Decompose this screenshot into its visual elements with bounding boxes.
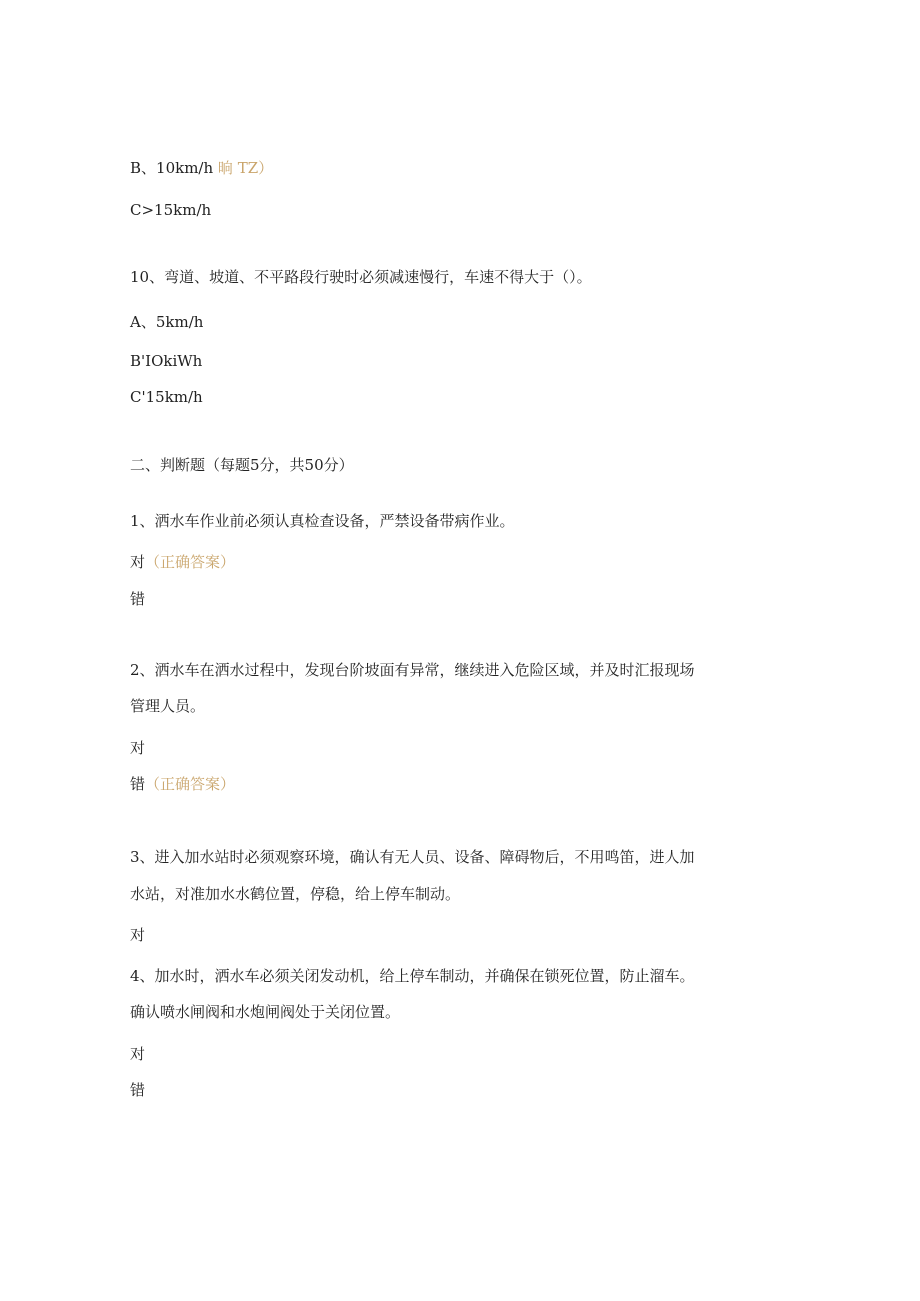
answer-note: 晌 TZ） <box>217 159 274 177</box>
j2-question-line1: 2、洒水车在洒水过程中，发现台阶坡面有异常，继续进入危险区域，并及时汇报现场 <box>130 661 695 679</box>
answer-note: （正确答案） <box>145 775 236 793</box>
j3-question-line2: 水站，对准加水水鹤位置，停稳，给上停车制动。 <box>130 885 461 903</box>
j4-question-line2: 确认喷水闸阀和水炮闸阀处于关闭位置。 <box>130 1003 401 1021</box>
q9-option-b <box>130 158 273 178</box>
j3-question-line1: 3、进入加水站时必须观察环境，确认有无人员、设备、障碍物后，不用鸣笛，进人加 <box>130 848 695 866</box>
j1-option-true <box>130 552 235 572</box>
j1-question: 1、洒水车作业前必须认真检查设备，严禁设备带病作业。 <box>130 512 515 530</box>
q9-option-c: C>15km/h <box>130 201 212 219</box>
j4-option-false: 错 <box>130 1081 146 1099</box>
q10-option-c: C'15km/h <box>130 388 203 406</box>
q10-question: 10、弯道、坡道、不平路段行驶时必须减速慢行，车速不得大于（）。 <box>130 268 592 286</box>
option-text: B、10km/h <box>130 159 214 177</box>
q10-option-b: B'IOkiWh <box>130 352 203 370</box>
option-text: 错 <box>130 775 146 793</box>
j1-option-false: 错 <box>130 590 146 608</box>
j2-option-false <box>130 774 235 794</box>
q10-option-a: A、5km/h <box>130 313 204 331</box>
j3-option-true: 对 <box>130 926 146 944</box>
option-text: 对 <box>130 553 146 571</box>
answer-note: （正确答案） <box>145 553 236 571</box>
j4-question-line1: 4、加水时，洒水车必须关闭发动机，给上停车制动，并确保在锁死位置，防止溜车。 <box>130 967 695 985</box>
j2-option-true: 对 <box>130 739 146 757</box>
j4-option-true: 对 <box>130 1045 146 1063</box>
j2-question-line2: 管理人员。 <box>130 697 206 715</box>
section-title: 二、判断题（每题5分，共50分） <box>130 456 354 474</box>
